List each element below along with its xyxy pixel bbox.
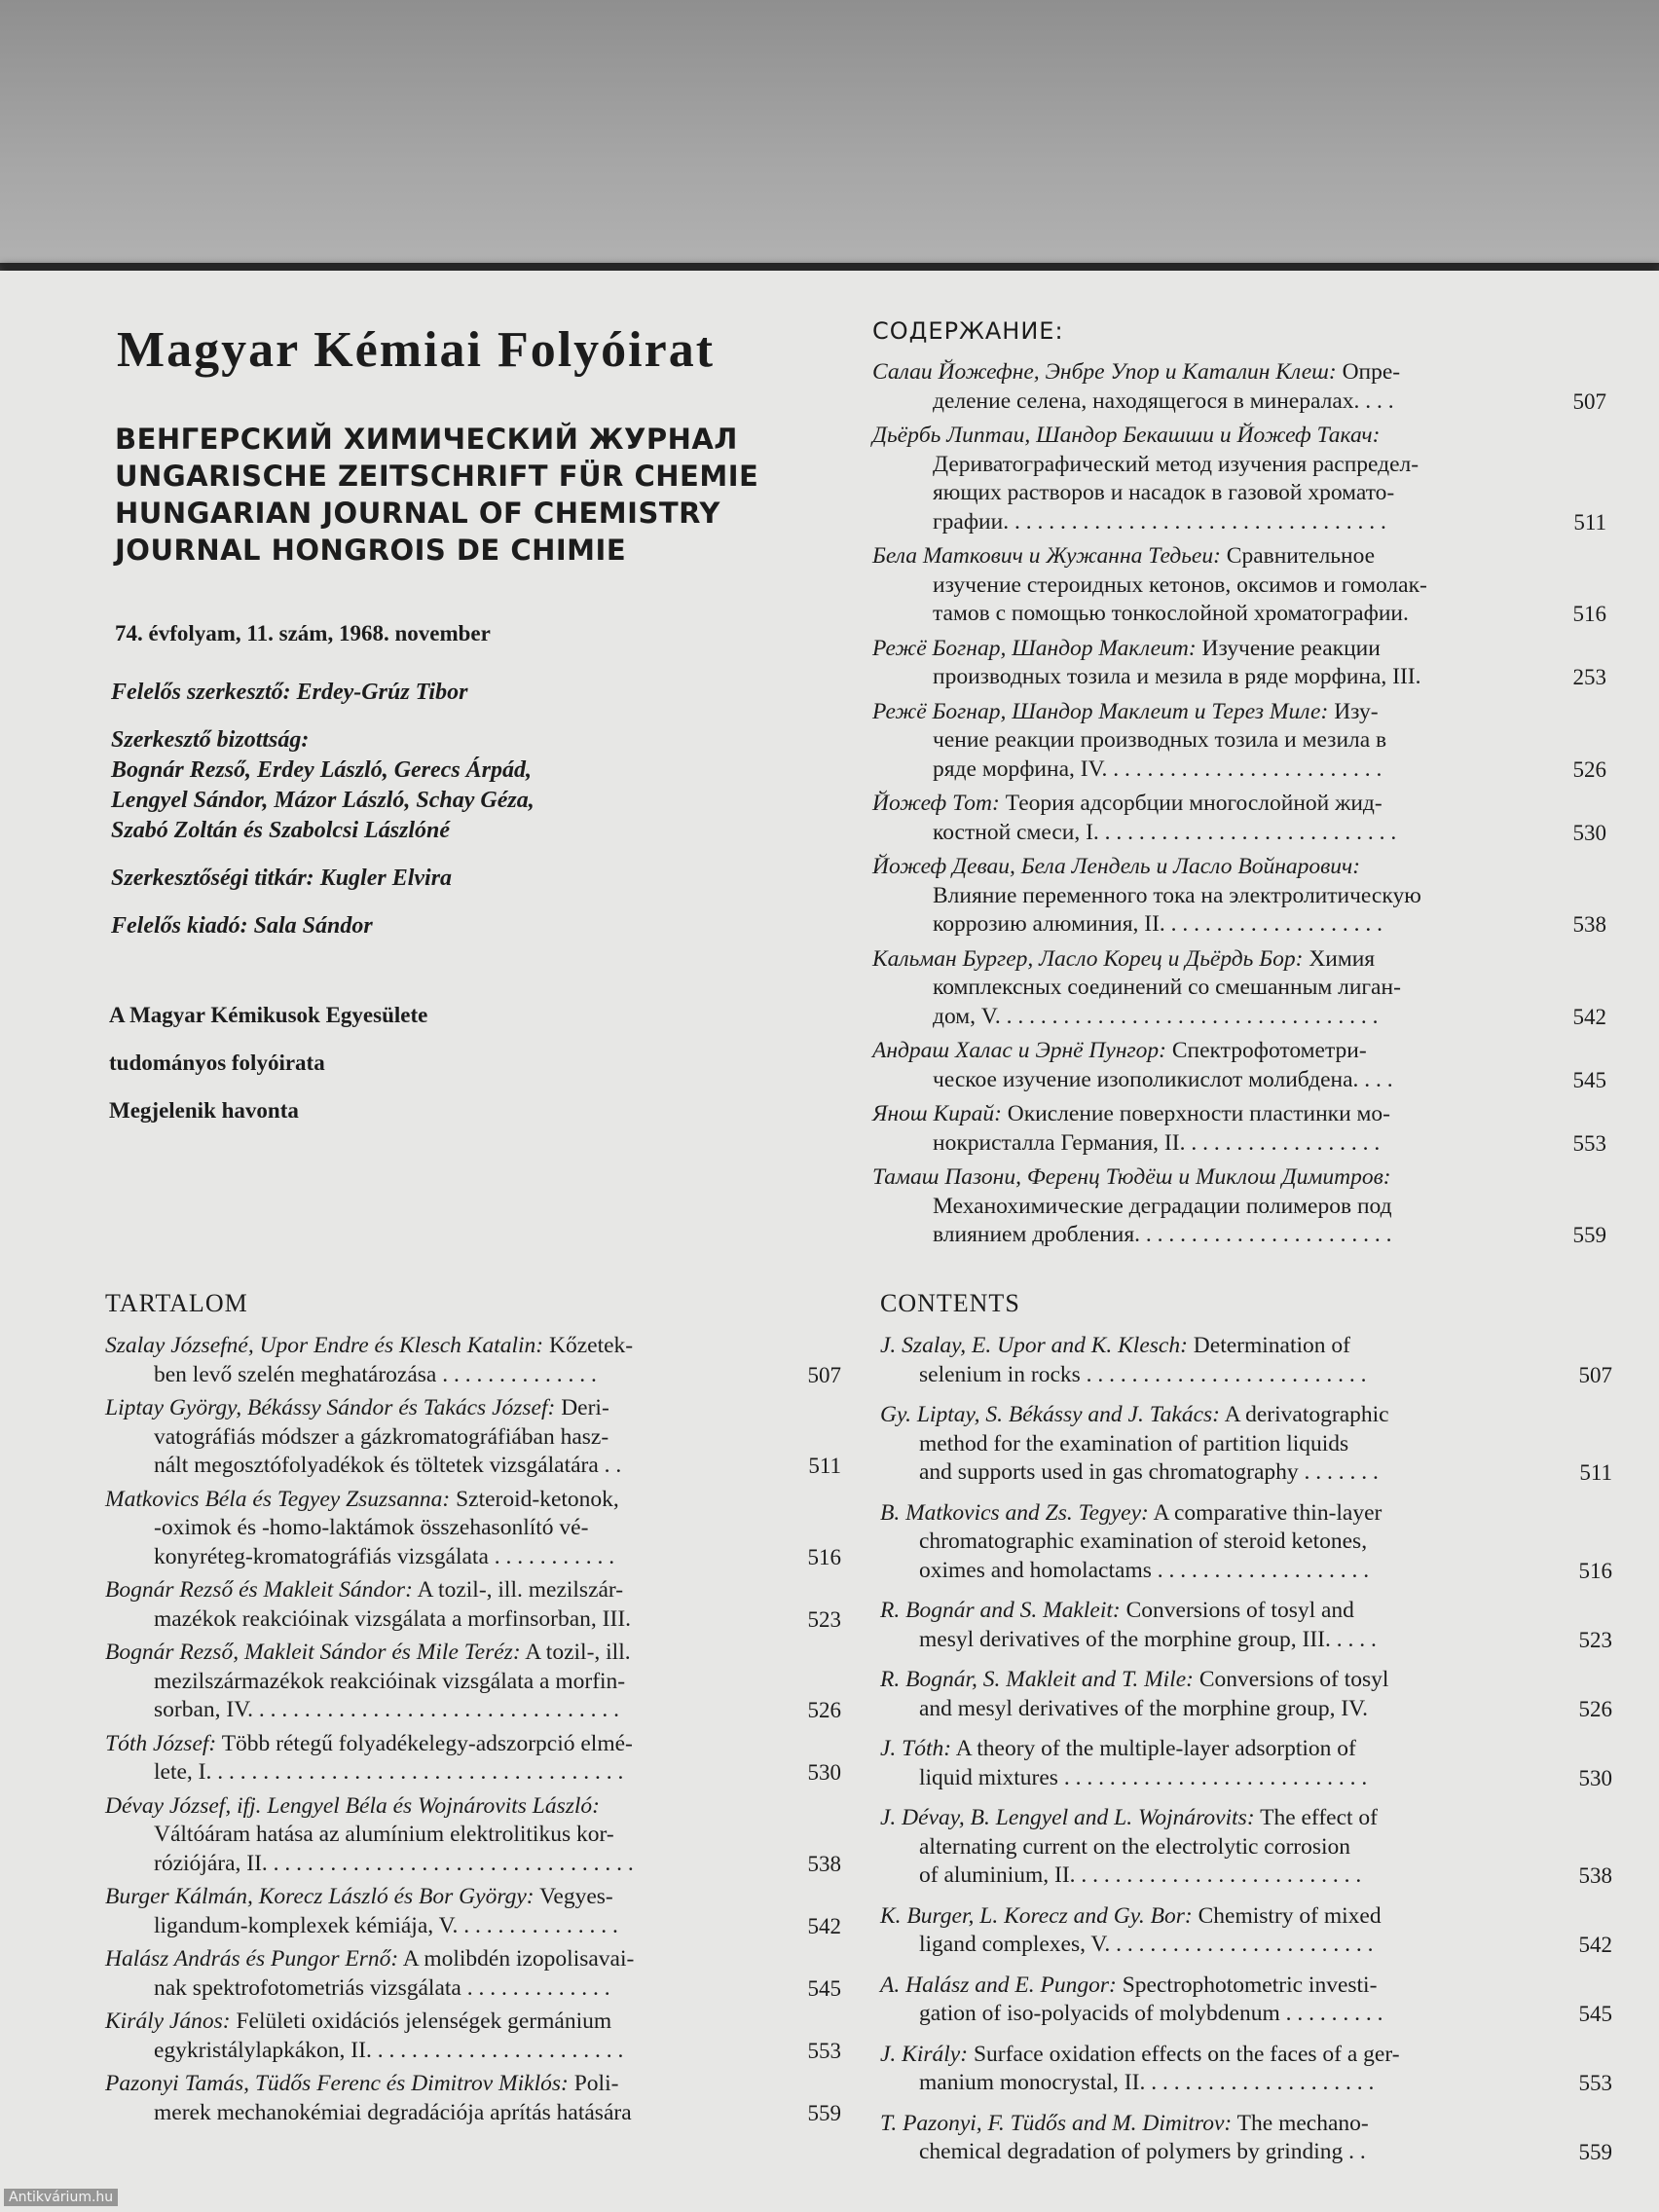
- entry-title-line: [880, 1626, 1612, 1655]
- entry-title-line: [872, 600, 1606, 629]
- entry-page-number: 542: [807, 1913, 841, 1938]
- entry-first-line: [105, 1883, 841, 1912]
- entry-title-text: тамов с помощью тонкослойной хроматографии.: [933, 601, 1409, 626]
- entry-first-line: [880, 2110, 1612, 2139]
- entry-title-line: [872, 663, 1606, 692]
- editor-row: [111, 678, 870, 708]
- entry-title-text: A tozil-, ill. mezilszár-: [417, 1577, 624, 1603]
- entry-title-text: chromatographic examination of steroid ketones,: [919, 1529, 1368, 1554]
- entry-title-text: ческое изучение изополикислот молибдена. . . .: [933, 1066, 1393, 1092]
- entry-title-line: [105, 1821, 841, 1850]
- toc-entry: [880, 1401, 1612, 1488]
- toc-entry: [105, 1639, 841, 1725]
- entry-authors: Király János:: [105, 2009, 231, 2034]
- entry-page-number: 538: [1572, 912, 1606, 937]
- entry-title-text: Surface oxidation effects on the faces of a ger-: [973, 2041, 1400, 2067]
- entry-title-text: A derivatographic: [1224, 1402, 1389, 1427]
- entry-page-number: 507: [807, 1362, 841, 1387]
- entry-title-line: [880, 1361, 1612, 1390]
- entry-title-line: [872, 819, 1606, 848]
- toc-entry: [105, 1792, 841, 1879]
- toc-entry: [872, 1037, 1606, 1094]
- toc-entry: [105, 1394, 841, 1481]
- entry-title-line: [880, 1695, 1612, 1724]
- entry-page-number: 545: [807, 1975, 841, 2001]
- entry-page-number: 530: [1572, 820, 1606, 845]
- board-line: Lengyel Sándor, Mázor László, Schay Géza,: [111, 788, 535, 813]
- entry-first-line: [880, 1666, 1612, 1695]
- toc-entry: [880, 1804, 1612, 1891]
- board-block: [111, 725, 870, 846]
- entry-authors: Liptay György, Békássy Sándor és Takács József:: [105, 1395, 556, 1420]
- entry-title-text: nált megosztófolyadékok és töltetek vizsgálatára . .: [154, 1453, 622, 1478]
- entry-title-line: [105, 1423, 841, 1453]
- board-label: Szerkesztő bizottság:: [111, 727, 310, 753]
- toc-hungarian: [105, 1289, 841, 2132]
- entry-title-line: [105, 1543, 841, 1572]
- subtitle-german: UNGARISCHE ZEITSCHRIFT FÜR CHEMIE: [115, 460, 759, 493]
- toc-entry: [105, 1883, 841, 1940]
- toc-english: [880, 1289, 1612, 2179]
- entry-first-line: [872, 1037, 1606, 1066]
- entry-authors: Янош Кирай:: [872, 1101, 1002, 1126]
- entry-title-text: konyréteg-kromatográfiás vizsgálata . . . . . . . . . . .: [154, 1543, 615, 1569]
- entry-title-text: ligandum-komplexek kémiája, V. . . . . . . . . . . . . . .: [154, 1912, 618, 1938]
- toc-entry: [872, 1100, 1606, 1158]
- entry-title-line: [872, 726, 1606, 756]
- entry-authors: Tóth József:: [105, 1730, 217, 1756]
- entry-authors: T. Pazonyi, F. Tüdős and M. Dimitrov:: [880, 2110, 1233, 2136]
- editor-name: Erdey-Grúz Tibor: [296, 680, 468, 705]
- entry-title-line: [880, 1528, 1612, 1557]
- entry-title-text: mazékok reakcióinak vizsgálata a morfinsorban, III.: [154, 1605, 632, 1632]
- toc-entry: [105, 1576, 841, 1634]
- toc-entry: [105, 1945, 841, 2003]
- toc-entry: [872, 698, 1606, 785]
- entry-authors: R. Bognár and S. Makleit:: [880, 1598, 1121, 1623]
- entry-authors: K. Burger, L. Korecz and Gy. Bor:: [880, 1902, 1193, 1929]
- entry-first-line: [105, 1332, 841, 1361]
- entry-authors: Bognár Rezső, Makleit Sándor és Mile Teréz:: [105, 1640, 521, 1665]
- entry-page-number: 553: [807, 2038, 841, 2063]
- entry-title-text: Spectrophotometric investi-: [1122, 1972, 1378, 1998]
- toc-entry: [872, 422, 1606, 536]
- entry-title-text: gation of iso-polyacids of molybdenum . . . . . . . . .: [919, 2001, 1383, 2026]
- entry-title-text: Poli-: [573, 2071, 619, 2096]
- entry-title-line: [105, 1850, 841, 1879]
- entry-title-text: chemical degradation of polymers by grinding . .: [919, 2139, 1366, 2164]
- publication-line: A Magyar Kémikusok Egyesülete: [109, 1003, 428, 1027]
- publisher-name: Sala Sándor: [253, 913, 373, 939]
- entry-page-number: 538: [1578, 1863, 1612, 1888]
- entry-title-line: [880, 1458, 1612, 1488]
- publisher-label: Felelős kiadó:: [111, 913, 248, 939]
- issue-line: 74. évfolyam, 11. szám, 1968. november: [115, 621, 491, 645]
- entry-title-text: A molibdén izopolisavai-: [402, 1946, 635, 1972]
- entry-title-line: [872, 1003, 1606, 1032]
- entry-title-text: Окисление поверхности пластинки мо-: [1007, 1101, 1390, 1126]
- entry-first-line: [105, 2008, 841, 2037]
- entry-title-text: Vegyes-: [539, 1884, 613, 1909]
- entry-authors: Андраш Халас и Эрнё Пунгор:: [872, 1038, 1166, 1063]
- entry-title-text: oximes and homolactams . . . . . . . . . . . . . . . . . . .: [919, 1557, 1370, 1583]
- toc-entry: [872, 1163, 1606, 1250]
- secretary-label: Szerkesztőségi titkár:: [111, 866, 314, 891]
- toc-entry: [880, 1666, 1612, 1723]
- entry-title-text: sorban, IV. . . . . . . . . . . . . . . . . . . . . . . . . . . . . . . . .: [154, 1697, 620, 1722]
- entry-page-number: 526: [1572, 756, 1606, 782]
- entry-page-number: 507: [1572, 388, 1606, 414]
- entry-first-line: [880, 1902, 1612, 1932]
- toc-entry: [880, 1332, 1612, 1389]
- entry-title-text: производных тозила и мезила в ряде морфина, III.: [933, 664, 1421, 689]
- entry-title-text: and supports used in gas chromatography . . . . . . .: [919, 1459, 1379, 1485]
- entry-title-line: [105, 1668, 841, 1697]
- entry-title-text: графии. . . . . . . . . . . . . . . . . . . . . . . . . . . . . . . . . .: [933, 508, 1386, 535]
- entry-title-text: изучение стероидных кетонов, оксимов и гомолак-: [933, 571, 1427, 598]
- entry-authors: J. Dévay, B. Lengyel and L. Wojnárovits:: [880, 1805, 1255, 1830]
- entry-title-line: [880, 1931, 1612, 1960]
- toc-heading: СОДЕРЖАНИЕ:: [872, 317, 1064, 345]
- entry-first-line: [872, 422, 1606, 451]
- entry-page-number: 511: [1579, 1460, 1612, 1485]
- entry-authors: Burger Kálmán, Korecz László és Bor György:: [105, 1884, 535, 1909]
- entry-title-text: костной смеси, I. . . . . . . . . . . . . . . . . . . . . . . . . . .: [933, 819, 1397, 845]
- entry-title-text: дом, V. . . . . . . . . . . . . . . . . . . . . . . . . . . . . . . . . .: [933, 1003, 1379, 1029]
- entry-page-number: 516: [1572, 602, 1606, 626]
- entry-authors: Режё Богнар, Шандор Маклеит:: [872, 635, 1197, 661]
- entry-title-text: -oximok és -homo-laktámok összehasonlító vé-: [154, 1515, 589, 1540]
- entry-title-line: [872, 451, 1606, 480]
- entry-title-text: Теория адсорбции многослойной жид-: [1005, 791, 1382, 816]
- entry-title-text: manium monocrystal, II. . . . . . . . . . . . . . . . . . . . .: [919, 2070, 1375, 2095]
- entry-page-number: 542: [1578, 1933, 1612, 1957]
- entry-title-text: Дериватографический метод изучения распредел-: [933, 451, 1419, 477]
- entry-first-line: [880, 1332, 1612, 1361]
- entry-title-text: method for the examination of partition liquids: [919, 1430, 1349, 1456]
- entry-page-number: 559: [807, 2100, 841, 2125]
- entry-title-text: róziójára, II. . . . . . . . . . . . . . . . . . . . . . . . . . . . . . . . .: [154, 1850, 634, 1876]
- entry-title-line: [880, 1557, 1612, 1586]
- entry-authors: Дьёрбь Липтаи, Шандор Бекашши и Йожеф Такач:: [872, 423, 1381, 448]
- board-line: Szabó Zoltán és Szabolcsi Lászlóné: [111, 818, 451, 843]
- toc-entry: [880, 1972, 1612, 2029]
- entry-title-line: [105, 2037, 841, 2066]
- entry-title-line: [880, 1764, 1612, 1793]
- entry-first-line: [880, 1972, 1612, 2001]
- toc-entry: [105, 2070, 841, 2127]
- entry-title-text: Conversions of tosyl: [1198, 1667, 1389, 1692]
- entry-title-line: [105, 1912, 841, 1941]
- toc-entry: [880, 1499, 1612, 1586]
- entry-authors: J. Szalay, E. Upor and K. Klesch:: [880, 1333, 1188, 1358]
- entry-title-line: [872, 387, 1606, 417]
- entry-first-line: [105, 1792, 841, 1822]
- entry-title-line: [872, 974, 1606, 1003]
- entry-page-number: 511: [808, 1454, 841, 1478]
- entry-authors: Режё Богнар, Шандор Маклеит и Терез Миле:: [872, 698, 1329, 724]
- entry-authors: B. Matkovics and Zs. Tegyey:: [880, 1499, 1149, 1526]
- entry-title-text: нокристалла Германия, II. . . . . . . . . . . . . . . . . .: [933, 1129, 1381, 1156]
- entry-page-number: 542: [1572, 1004, 1606, 1029]
- toc-entry: [872, 542, 1606, 629]
- entry-first-line: [872, 635, 1606, 664]
- entry-title-text: nak spektrofotometriás vizsgálata . . . . . . . . . . . . .: [154, 1974, 610, 2001]
- toc-entry: [872, 635, 1606, 692]
- entry-first-line: [872, 790, 1606, 819]
- entry-title-text: Deri-: [561, 1395, 609, 1420]
- entry-title-line: [105, 1974, 841, 2004]
- entry-authors: Pazonyi Tamás, Tüdős Ferenc és Dimitrov Miklós:: [105, 2071, 569, 2096]
- entry-authors: Кальман Бургер, Ласло Корец и Дьёрдь Бор:: [872, 945, 1304, 972]
- entry-first-line: [872, 542, 1606, 571]
- entry-page-number: 530: [807, 1760, 841, 1785]
- entry-title-line: [105, 1514, 841, 1543]
- entry-authors: J. Tóth:: [880, 1736, 952, 1761]
- entry-title-line: [872, 1193, 1606, 1222]
- board-line: Bognár Rezső, Erdey László, Gerecs Árpád,: [111, 757, 533, 783]
- entry-title-text: коррозию алюминия, II. . . . . . . . . . . . . . . . . . . .: [933, 911, 1383, 937]
- toc-entry: [880, 1735, 1612, 1792]
- entry-page-number: 559: [1572, 1223, 1606, 1247]
- entry-title-line: [105, 1605, 841, 1635]
- entry-authors: A. Halász and E. Pungor:: [880, 1972, 1117, 1998]
- entry-title-text: The effect of: [1260, 1805, 1379, 1830]
- entry-first-line: [872, 945, 1606, 975]
- toc-heading: CONTENTS: [880, 1289, 1020, 1317]
- entry-page-number: 523: [1578, 1627, 1612, 1652]
- toc-entry: [872, 853, 1606, 940]
- entry-page-number: 553: [1578, 2071, 1612, 2095]
- subtitle-russian: ВЕНГЕРСКИЙ ХИМИЧЕСКИЙ ЖУРНАЛ: [115, 423, 738, 456]
- entry-first-line: [872, 358, 1606, 387]
- entry-page-number: 526: [1578, 1696, 1612, 1721]
- subtitle-french: JOURNAL HONGROIS DE CHIMIE: [115, 534, 627, 567]
- publication-line: Megjelenik havonta: [109, 1098, 299, 1123]
- entry-page-number: 511: [1573, 509, 1606, 535]
- entry-title-line: [880, 1833, 1612, 1862]
- entry-title-line: [880, 2069, 1612, 2098]
- entry-title-line: [872, 756, 1606, 785]
- entry-first-line: [872, 1100, 1606, 1129]
- entry-title-text: merek mechanokémiai degradációja aprítás hatására: [154, 2099, 632, 2125]
- entry-authors: Halász András és Pungor Ernő:: [105, 1946, 399, 1972]
- entry-title-text: Механохимические деградации полимеров под: [933, 1193, 1392, 1219]
- entry-first-line: [880, 1597, 1612, 1626]
- entry-authors: Йожеф Деваи, Бела Лендель и Ласло Войнарович:: [872, 854, 1361, 879]
- entry-title-line: [105, 1696, 841, 1725]
- entry-first-line: [880, 1401, 1612, 1430]
- entry-title-text: A tozil-, ill.: [525, 1640, 631, 1665]
- entry-first-line: [872, 698, 1606, 727]
- entry-title-line: [880, 2000, 1612, 2029]
- entry-title-text: A theory of the multiple-layer adsorption of: [955, 1736, 1356, 1761]
- entry-page-number: 545: [1572, 1067, 1606, 1092]
- backdrop: [0, 0, 1659, 282]
- entry-first-line: [880, 2041, 1612, 2070]
- entry-title-text: ряде морфина, IV. . . . . . . . . . . . . . . . . . . . . . . . .: [933, 756, 1382, 782]
- entry-authors: Тамаш Пазони, Ференц Тюдёш и Миклош Димитров:: [872, 1164, 1391, 1190]
- entry-page-number: 516: [1578, 1558, 1612, 1583]
- entry-title-text: egykristálylapkákon, II. . . . . . . . . . . . . . . . . . . . . . .: [154, 2037, 624, 2063]
- toc-entry: [880, 1597, 1612, 1654]
- entry-authors: R. Bognár, S. Makleit and T. Mile:: [880, 1667, 1194, 1692]
- entry-title-line: [880, 1430, 1612, 1459]
- entry-title-line: [872, 1066, 1606, 1095]
- entry-first-line: [105, 1394, 841, 1423]
- entry-title-text: Kőzetek-: [549, 1333, 634, 1358]
- entry-authors: Gy. Liptay, S. Békássy and J. Takács:: [880, 1402, 1220, 1427]
- entry-title-text: Спектрофотометри-: [1171, 1038, 1367, 1063]
- entry-authors: Салаи Йожефне, Энбре Упор и Каталин Клеш:: [872, 359, 1337, 385]
- toc-entry: [872, 358, 1606, 416]
- entry-page-number: 553: [1572, 1130, 1606, 1156]
- toc-russian: [872, 317, 1606, 1256]
- entry-first-line: [105, 1945, 841, 1974]
- entry-title-text: Felületi oxidációs jelenségek germánium: [236, 2009, 612, 2034]
- toc-entry: [872, 945, 1606, 1032]
- entry-title-text: A comparative thin-layer: [1153, 1499, 1382, 1526]
- entry-title-text: Изучение реакции: [1201, 635, 1381, 661]
- entry-page-number: 253: [1572, 665, 1606, 689]
- toc-entry: [105, 1332, 841, 1389]
- entry-title-text: Влияние переменного тока на электролитическую: [933, 882, 1421, 908]
- entry-title-text: Váltóáram hatása az alumínium elektrolitikus kor-: [154, 1822, 614, 1847]
- entry-page-number: 545: [1578, 2002, 1612, 2026]
- editor-label: Felelős szerkesztő:: [111, 680, 291, 705]
- entry-page-number: 523: [807, 1606, 841, 1632]
- entry-title-line: [105, 1452, 841, 1481]
- toc-entry: [105, 1486, 841, 1572]
- entry-authors: Dévay József, ifj. Lengyel Béla és Wojnárovits László:: [105, 1792, 601, 1819]
- entry-title-text: Determination of: [1193, 1333, 1350, 1358]
- entry-title-line: [105, 1758, 841, 1788]
- entry-title-line: [105, 2099, 841, 2128]
- publication-info: [109, 991, 427, 1134]
- entry-title-text: selenium in rocks . . . . . . . . . . . . . . . . . . . . . . . . .: [919, 1361, 1367, 1387]
- entry-title-line: [880, 1862, 1612, 1891]
- entry-title-text: lete, I. . . . . . . . . . . . . . . . . . . . . . . . . . . . . . . . . . . . .: [154, 1759, 624, 1785]
- entry-page-number: 526: [807, 1698, 841, 1722]
- entry-title-line: [880, 2138, 1612, 2167]
- entry-authors: Bognár Rezső és Makleit Sándor:: [105, 1577, 413, 1603]
- entry-authors: Йожеф Тот:: [872, 791, 1000, 816]
- entry-first-line: [105, 1730, 841, 1759]
- entry-title-text: ligand complexes, V. . . . . . . . . . . . . . . . . . . . . . . .: [919, 1932, 1374, 1957]
- entry-authors: J. Király:: [880, 2041, 969, 2067]
- toc-entry: [105, 1730, 841, 1788]
- entry-title-line: [105, 1361, 841, 1390]
- entry-title-text: mezilszármazékok reakcióinak vizsgálata a morfin-: [154, 1668, 626, 1694]
- entry-page-number: 530: [1578, 1765, 1612, 1790]
- entry-title-line: [872, 508, 1606, 537]
- entry-title-text: Conversions of tosyl and: [1125, 1598, 1354, 1623]
- entry-page-number: 559: [1578, 2140, 1612, 2164]
- entry-authors: Szalay Józsefné, Upor Endre és Klesch Katalin:: [105, 1333, 544, 1358]
- editorial-staff: [111, 678, 870, 959]
- entry-title-line: [872, 910, 1606, 940]
- entry-first-line: [105, 1486, 841, 1515]
- toc-entry: [880, 1902, 1612, 1960]
- toc-entry: [105, 2008, 841, 2065]
- entry-first-line: [880, 1735, 1612, 1764]
- entry-title-text: Изу-: [1334, 698, 1379, 724]
- entry-page-number: 507: [1578, 1362, 1612, 1387]
- entry-authors: Бела Маткович и Жужанна Тедьеи:: [872, 543, 1221, 569]
- entry-title-text: влиянием дробления. . . . . . . . . . . . . . . . . . . . . . .: [933, 1222, 1392, 1247]
- entry-title-text: of aluminium, II. . . . . . . . . . . . . . . . . . . . . . . . . .: [919, 1862, 1362, 1888]
- toc-entry: [872, 790, 1606, 847]
- entry-title-text: mesyl derivatives of the morphine group, III. . . . .: [919, 1626, 1377, 1652]
- entry-title-line: [872, 1221, 1606, 1250]
- entry-authors: Matkovics Béla és Tegyey Zsuzsanna:: [105, 1486, 451, 1512]
- entry-title-text: яющих растворов и насадок в газовой хромато-: [933, 480, 1395, 505]
- journal-title: Magyar Kémiai Folyóirat: [117, 322, 716, 378]
- entry-title-text: and mesyl derivatives of the morphine group, IV.: [919, 1695, 1368, 1721]
- entry-page-number: 538: [807, 1851, 841, 1876]
- entry-title-line: [872, 1129, 1606, 1159]
- publisher-row: [111, 911, 870, 941]
- entry-title-text: The mechano-: [1236, 2110, 1369, 2136]
- publication-line: tudományos folyóirata: [109, 1051, 325, 1075]
- toc-heading: TARTALOM: [105, 1289, 248, 1317]
- entry-title-line: [872, 479, 1606, 508]
- entry-page-number: 516: [807, 1544, 841, 1569]
- entry-title-text: Опре-: [1342, 359, 1401, 385]
- entry-title-text: Chemistry of mixed: [1198, 1902, 1382, 1929]
- journal-subtitles: [115, 421, 855, 569]
- subtitle-english: HUNGARIAN JOURNAL OF CHEMISTRY: [115, 497, 720, 530]
- toc-entry: [880, 2041, 1612, 2098]
- entry-title-text: Több rétegű folyadékelegy-adszorpció elmé-: [221, 1730, 633, 1756]
- entry-first-line: [872, 853, 1606, 882]
- entry-title-line: [872, 882, 1606, 911]
- entry-title-text: Сравнительное: [1226, 543, 1376, 569]
- entry-first-line: [105, 1576, 841, 1605]
- secretary-row: [111, 864, 870, 894]
- entry-title-text: liquid mixtures . . . . . . . . . . . . . . . . . . . . . . . . . . .: [919, 1764, 1368, 1790]
- entry-first-line: [105, 2070, 841, 2099]
- entry-title-text: ben levő szelén meghatározása . . . . . . . . . . . . . .: [154, 1361, 597, 1387]
- entry-title-text: деление селена, находящегося в минералах. . . .: [933, 387, 1394, 414]
- toc-entry: [880, 2110, 1612, 2167]
- entry-title-line: [872, 571, 1606, 601]
- watermark: Antikvárium.hu: [4, 2189, 118, 2206]
- entry-title-text: Szteroid-ketonok,: [456, 1486, 619, 1512]
- entry-first-line: [880, 1499, 1612, 1529]
- entry-title-text: Химия: [1309, 945, 1376, 972]
- secretary-name: Kugler Elvira: [319, 866, 453, 891]
- entry-first-line: [880, 1804, 1612, 1833]
- entry-first-line: [105, 1639, 841, 1668]
- entry-first-line: [872, 1163, 1606, 1193]
- entry-title-text: vatográfiás módszer a gázkromatográfiában hasz-: [154, 1423, 609, 1450]
- entry-title-text: комплексных соединений со смешанным лиган-: [933, 975, 1401, 1000]
- entry-title-text: чение реакции производных тозила и мезила в: [933, 727, 1387, 753]
- entry-title-text: alternating current on the electrolytic corrosion: [919, 1833, 1351, 1860]
